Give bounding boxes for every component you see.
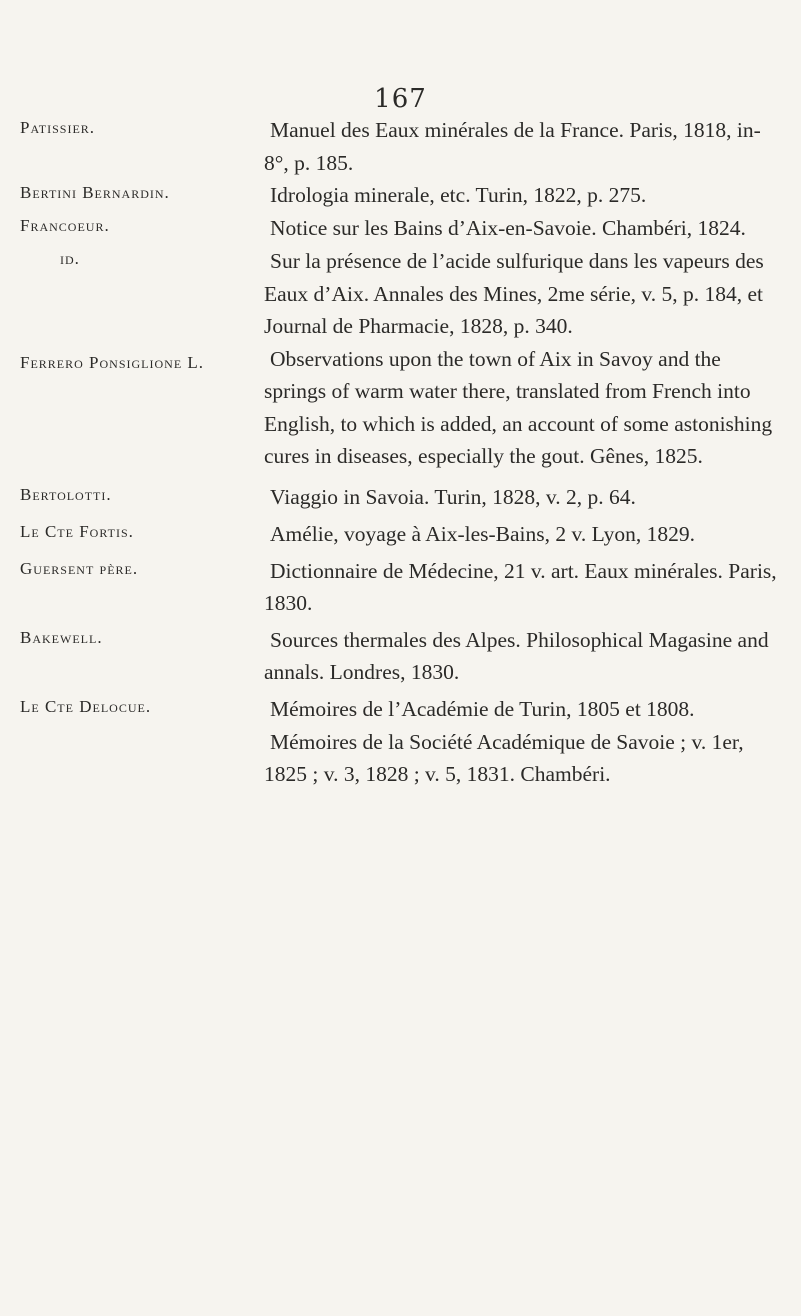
entry-author: Bertolotti. <box>20 484 112 504</box>
entry-author: Bertini Bernardin. <box>20 183 170 202</box>
bibliography-entry <box>20 114 790 179</box>
bibliography-entry <box>20 179 790 212</box>
bibliography-entry <box>20 555 790 620</box>
entry-author: id. <box>60 249 80 268</box>
entry-text: Dictionnaire de Médecine, 21 v. art. Eaux minérales. Paris, 1830. <box>264 558 777 615</box>
entry-author: Guersent père. <box>20 558 139 578</box>
entry-author: Ferrero Ponsiglione L. <box>20 352 205 372</box>
bibliography-entry <box>20 245 790 343</box>
entry-text: Mémoires de la Société Académique de Savoie ; v. 1er, 1825 ; v. 3, 1828 ; v. 5, 1831. Chambéri. <box>264 729 744 786</box>
entry-author: Le Cte Delocue. <box>20 696 152 716</box>
entry-author: Le Cte Fortis. <box>20 521 134 541</box>
bibliography-list <box>20 114 790 791</box>
entry-text: Sources thermales des Alpes. Philosophical Magasine and annals. Londres, 1830. <box>264 627 769 684</box>
entry-text: Idrologia minerale, etc. Turin, 1822, p. 275. <box>270 183 647 207</box>
page-number: 167 <box>374 84 427 114</box>
bibliography-entry <box>20 726 790 791</box>
entry-author: Bakewell. <box>20 627 103 647</box>
entry-text: Notice sur les Bains d’Aix-en-Savoie. Chambéri, 1824. <box>270 216 746 240</box>
entry-text: Sur la présence de l’acide sulfurique dans les vapeurs des Eaux d’Aix. Annales des Mines, 2me série, v. 5, p. 184, et Journal de Pharmacie, 1828, p. 340. <box>264 249 764 338</box>
entry-text: Amélie, voyage à Aix-les-Bains, 2 v. Lyon, 1829. <box>270 521 695 546</box>
entry-text: Viaggio in Savoia. Turin, 1828, v. 2, p. 64. <box>270 484 636 509</box>
entry-text: Manuel des Eaux minérales de la France. Paris, 1818, in-8°, p. 185. <box>264 118 761 175</box>
entry-text: Mémoires de l’Académie de Turin, 1805 et 1808. <box>270 696 695 721</box>
bibliography-entry <box>20 518 790 551</box>
bibliography-entry <box>20 212 790 245</box>
bibliography-entry <box>20 343 790 473</box>
bibliography-entry <box>20 481 790 514</box>
entry-text: Observations upon the town of Aix in Savoy and the springs of warm water there, translated from French into English, to which is added, an account of some astonishing cures in diseases, especially the gout. Gênes, 1825. <box>264 346 773 468</box>
entry-author: Patissier. <box>20 118 96 137</box>
bibliography-entry <box>20 693 790 726</box>
entry-author: Francoeur. <box>20 216 110 235</box>
bibliography-entry <box>20 624 790 689</box>
